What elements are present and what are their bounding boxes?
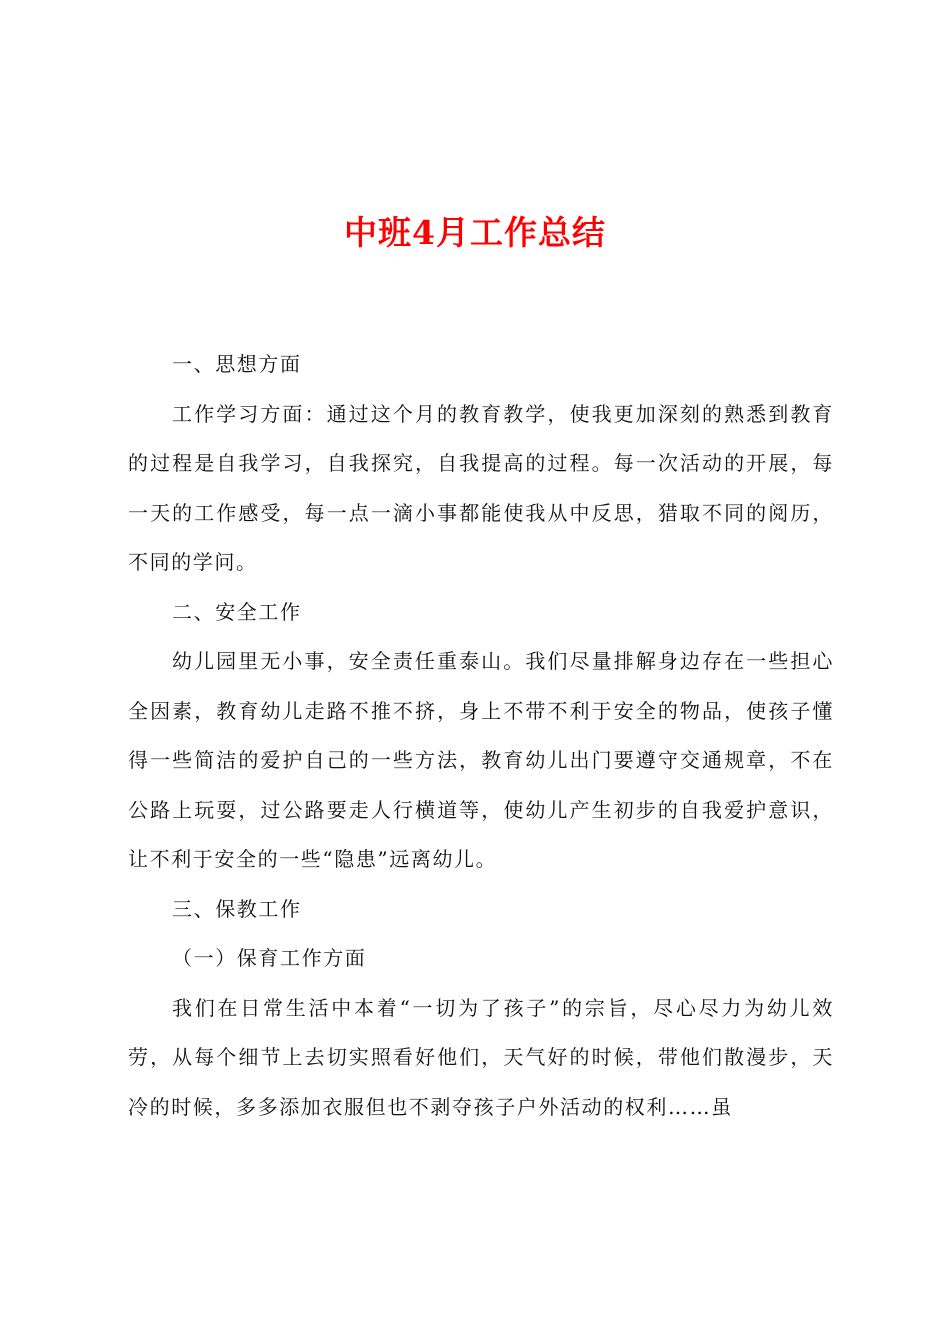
subsection-heading-care-work: （一）保育工作方面 <box>172 946 367 970</box>
section-heading-safety: 二、安全工作 <box>172 599 302 624</box>
document-body <box>128 340 834 1132</box>
section-heading-care-education: 三、保教工作 <box>172 896 302 921</box>
section-heading-thinking: 一、思想方面 <box>172 352 302 376</box>
paragraph-care-work: 我们在日常生活中本着“一切为了孩子”的宗旨，尽心尽力为幼儿效劳，从每个细节上去切实照看好他们，天气好的时候，带他们散漫步，天冷的时候，多多添加衣服但也不剥夺孩子户外活动的权利……虽 <box>128 995 834 1119</box>
paragraph-work-study: 工作学习方面：通过这个月的教育教学，使我更加深刻的熟悉到教育的过程是自我学习，自我探究，自我提高的过程。每一次活动的开展，每一天的工作感受，每一点一滴小事都能使我从中反思，猎取不同的阅历，不同的学问。 <box>128 401 834 574</box>
document-title: 中班4月工作总结 <box>344 213 606 252</box>
paragraph-safety: 幼儿园里无小事，安全责任重泰山。我们尽量排解身边存在一些担心全因素，教育幼儿走路不推不挤，身上不带不利于安全的物品，使孩子懂得一些简洁的爱护自己的一些方法，教育幼儿出门要遵守交通规章，不在公路上玩耍，过公路要走人行横道等，使幼儿产生初步的自我爱护意识，让不利于安全的一些“隐患”远离幼儿。 <box>128 649 834 871</box>
